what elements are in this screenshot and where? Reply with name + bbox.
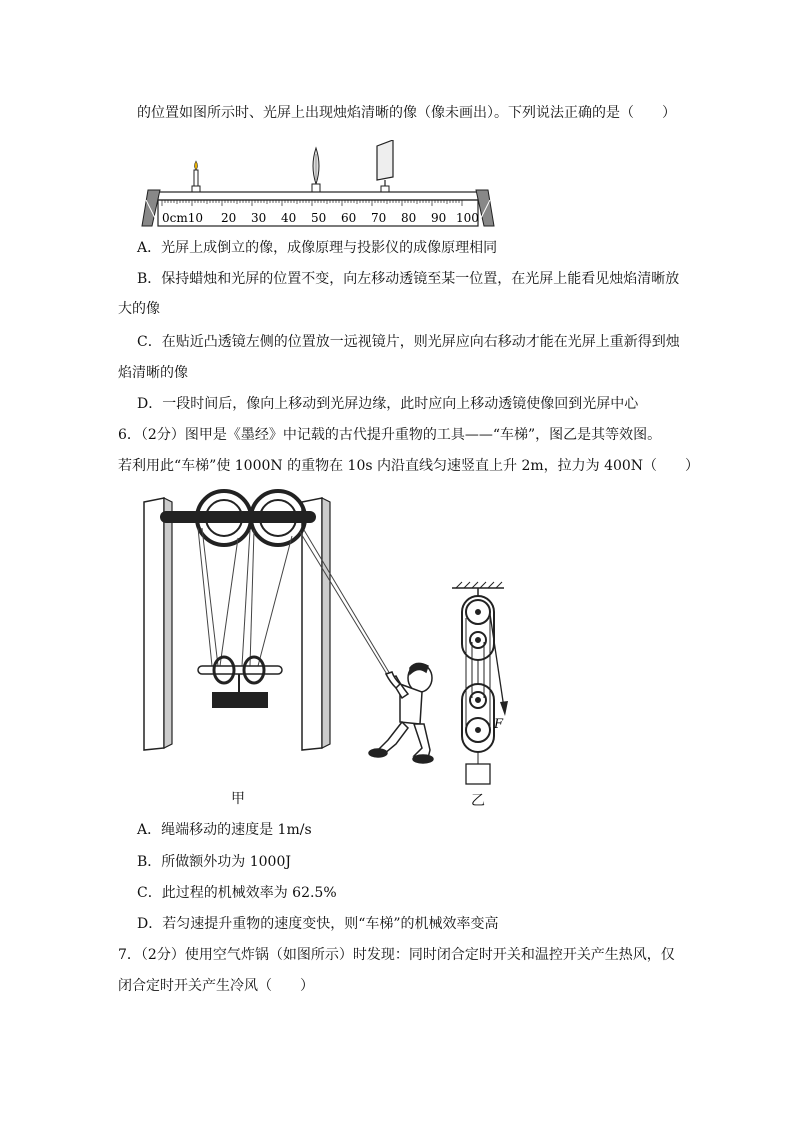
tick-label-0: 0cm10 — [162, 211, 204, 225]
q5-option-d: D．一段时间后，像向上移动到光屏边缘，此时应向上移动透镜使像回到光屏中心 — [137, 396, 639, 412]
figure-caption-jia: 甲 — [231, 791, 245, 807]
load-block — [466, 764, 490, 784]
q5-option-c-line1: C．在贴近凸透镜左侧的位置放一远视镜片，则光屏应向右移动才能在光屏上重新得到烛 — [137, 334, 680, 350]
q7-stem-line2: 闭合定时开关产生冷风（ ） — [118, 978, 314, 994]
force-arrow — [490, 614, 508, 716]
pulley-system-figure — [448, 578, 528, 788]
q6-option-a: A．绳端移动的速度是 1m/s — [137, 822, 312, 838]
q6-option-d: D．若匀速提升重物的速度变快，则“车梯”的机械效率变高 — [137, 916, 499, 932]
left-post — [144, 498, 172, 750]
candle — [194, 161, 198, 188]
q6-option-c: C．此过程的机械效率为 62.5% — [137, 885, 337, 901]
tick-label-100: 100 — [456, 211, 479, 225]
tick-label-90: 90 — [431, 211, 447, 225]
q5-option-c-line2: 焰清晰的像 — [118, 365, 188, 381]
heavy-weight — [212, 692, 268, 708]
tick-label-30: 30 — [251, 211, 267, 225]
tick-label-60: 60 — [341, 211, 357, 225]
tick-label-40: 40 — [281, 211, 297, 225]
lower-pulleys — [198, 657, 282, 692]
force-label: F — [494, 717, 504, 732]
tick-label-20: 20 — [221, 211, 237, 225]
q7-stem-line1: 7．（2分）使用空气炸锅（如图所示）时发现：同时闭合定时开关和温控开关产生热风，仅 — [118, 947, 675, 963]
q6-stem-line1: 6．（2分）图甲是《墨经》中记载的古代提升重物的工具——“车梯”，图乙是其等效图。 — [118, 427, 662, 443]
rail-bar — [158, 192, 478, 200]
optical-bench-figure — [140, 140, 500, 232]
car-ladder-figure — [138, 488, 438, 788]
q6-option-b: B．所做额外功为 1000J — [137, 854, 291, 870]
convex-lens — [313, 148, 319, 184]
bench-leg-left — [142, 190, 160, 226]
q5-option-b-line1: B．保持蜡烛和光屏的位置不变，向左移动透镜至某一位置，在光屏上能看见烛焰清晰放 — [137, 271, 680, 287]
top-crossbar — [160, 511, 316, 523]
q6-stem-line2: 若利用此“车梯”使 1000N 的重物在 10s 内沿直线匀速竖直上升 2m，拉力为 400N（ ） — [118, 458, 700, 474]
tick-label-70: 70 — [371, 211, 387, 225]
tick-label-80: 80 — [401, 211, 417, 225]
q5-option-a: A．光屏上成倒立的像，成像原理与投影仪的成像原理相同 — [137, 240, 498, 256]
q5-option-b-line2: 大的像 — [118, 301, 160, 317]
ceiling-mount — [452, 582, 504, 596]
right-post — [302, 498, 330, 750]
fixed-pulleys — [462, 596, 494, 660]
ropes — [198, 528, 390, 676]
pulling-person — [369, 663, 433, 763]
q5-stem-line: 的位置如图所示时、光屏上出现烛焰清晰的像（像未画出）。下列说法正确的是（ ） — [137, 105, 676, 121]
moving-pulleys — [462, 684, 494, 752]
figure-caption-yi: 乙 — [471, 793, 485, 809]
light-screen — [377, 140, 393, 186]
tick-label-50: 50 — [311, 211, 327, 225]
